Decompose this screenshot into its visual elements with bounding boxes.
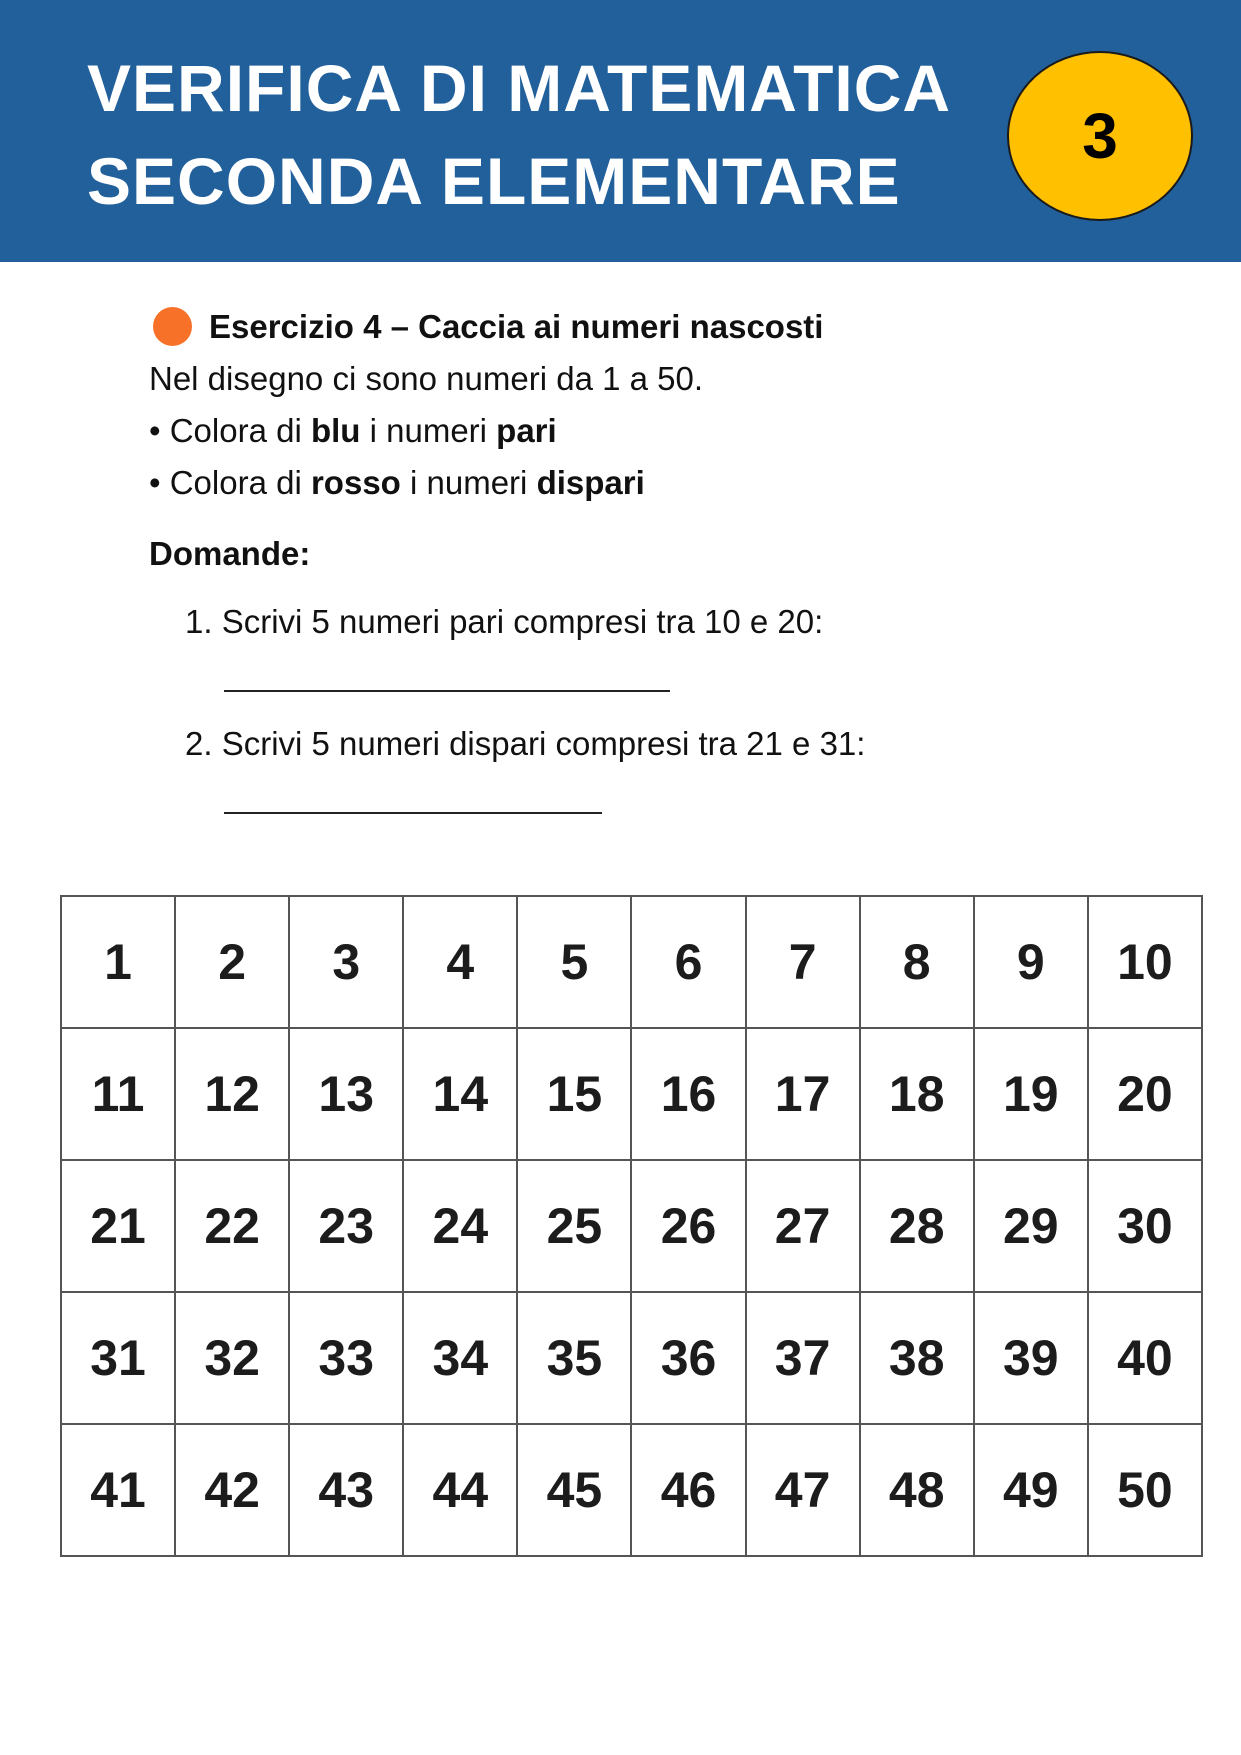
grid-row	[61, 896, 1202, 1028]
grid-row	[61, 1424, 1202, 1556]
question-2: 2. Scrivi 5 numeri dispari compresi tra 21 e 31:	[185, 725, 866, 762]
number-cell[interactable]: 39	[974, 1292, 1088, 1424]
question-1: 1. Scrivi 5 numeri pari compresi tra 10 e 20:	[185, 603, 824, 640]
exercise-heading	[153, 307, 823, 346]
number-cell[interactable]: 23	[289, 1160, 403, 1292]
number-cell[interactable]: 43	[289, 1424, 403, 1556]
number-cell[interactable]: 34	[403, 1292, 517, 1424]
instruction-red: • Colora di rosso i numeri dispari	[149, 464, 645, 501]
number-cell[interactable]: 5	[517, 896, 631, 1028]
number-cell[interactable]: 4	[403, 896, 517, 1028]
number-cell[interactable]: 49	[974, 1424, 1088, 1556]
number-cell[interactable]: 29	[974, 1160, 1088, 1292]
answer-line-2[interactable]	[224, 812, 602, 814]
orange-dot-icon	[153, 307, 192, 346]
number-grid	[60, 895, 1203, 1557]
number-cell[interactable]: 12	[175, 1028, 289, 1160]
number-cell[interactable]: 6	[631, 896, 745, 1028]
number-cell[interactable]: 2	[175, 896, 289, 1028]
number-cell[interactable]: 7	[746, 896, 860, 1028]
number-cell[interactable]: 42	[175, 1424, 289, 1556]
number-cell[interactable]: 33	[289, 1292, 403, 1424]
number-cell[interactable]: 40	[1088, 1292, 1202, 1424]
number-cell[interactable]: 32	[175, 1292, 289, 1424]
number-cell[interactable]: 48	[860, 1424, 974, 1556]
number-cell[interactable]: 3	[289, 896, 403, 1028]
number-cell[interactable]: 19	[974, 1028, 1088, 1160]
number-cell[interactable]: 50	[1088, 1424, 1202, 1556]
number-cell[interactable]: 45	[517, 1424, 631, 1556]
number-cell[interactable]: 41	[61, 1424, 175, 1556]
number-cell[interactable]: 1	[61, 896, 175, 1028]
number-cell[interactable]: 8	[860, 896, 974, 1028]
number-cell[interactable]: 11	[61, 1028, 175, 1160]
title-line-2: SECONDA ELEMENTARE	[87, 144, 901, 218]
number-cell[interactable]: 18	[860, 1028, 974, 1160]
number-cell[interactable]: 47	[746, 1424, 860, 1556]
number-cell[interactable]: 28	[860, 1160, 974, 1292]
number-cell[interactable]: 31	[61, 1292, 175, 1424]
number-cell[interactable]: 30	[1088, 1160, 1202, 1292]
grid-row	[61, 1160, 1202, 1292]
number-cell[interactable]: 27	[746, 1160, 860, 1292]
number-cell[interactable]: 25	[517, 1160, 631, 1292]
number-cell[interactable]: 44	[403, 1424, 517, 1556]
number-cell[interactable]: 17	[746, 1028, 860, 1160]
number-cell[interactable]: 13	[289, 1028, 403, 1160]
exercise-intro: Nel disegno ci sono numeri da 1 a 50.	[149, 360, 704, 397]
number-cell[interactable]: 15	[517, 1028, 631, 1160]
number-cell[interactable]: 46	[631, 1424, 745, 1556]
number-cell[interactable]: 24	[403, 1160, 517, 1292]
number-cell[interactable]: 20	[1088, 1028, 1202, 1160]
number-cell[interactable]: 38	[860, 1292, 974, 1424]
exercise-title: Esercizio 4 – Caccia ai numeri nascosti	[209, 307, 824, 345]
test-number-badge: 3	[1007, 51, 1193, 221]
number-cell[interactable]: 22	[175, 1160, 289, 1292]
number-cell[interactable]: 21	[61, 1160, 175, 1292]
number-cell[interactable]: 26	[631, 1160, 745, 1292]
instruction-blue: • Colora di blu i numeri pari	[149, 412, 557, 449]
header-banner	[0, 0, 1241, 262]
number-cell[interactable]: 16	[631, 1028, 745, 1160]
number-cell[interactable]: 36	[631, 1292, 745, 1424]
number-cell[interactable]: 9	[974, 896, 1088, 1028]
questions-label: Domande:	[149, 535, 311, 572]
number-cell[interactable]: 14	[403, 1028, 517, 1160]
number-cell[interactable]: 35	[517, 1292, 631, 1424]
number-cell[interactable]: 10	[1088, 896, 1202, 1028]
page-title	[87, 42, 951, 228]
grid-row	[61, 1292, 1202, 1424]
number-cell[interactable]: 37	[746, 1292, 860, 1424]
title-line-1: VERIFICA DI MATEMATICA	[87, 51, 952, 125]
answer-line-1[interactable]	[224, 690, 670, 692]
grid-row	[61, 1028, 1202, 1160]
